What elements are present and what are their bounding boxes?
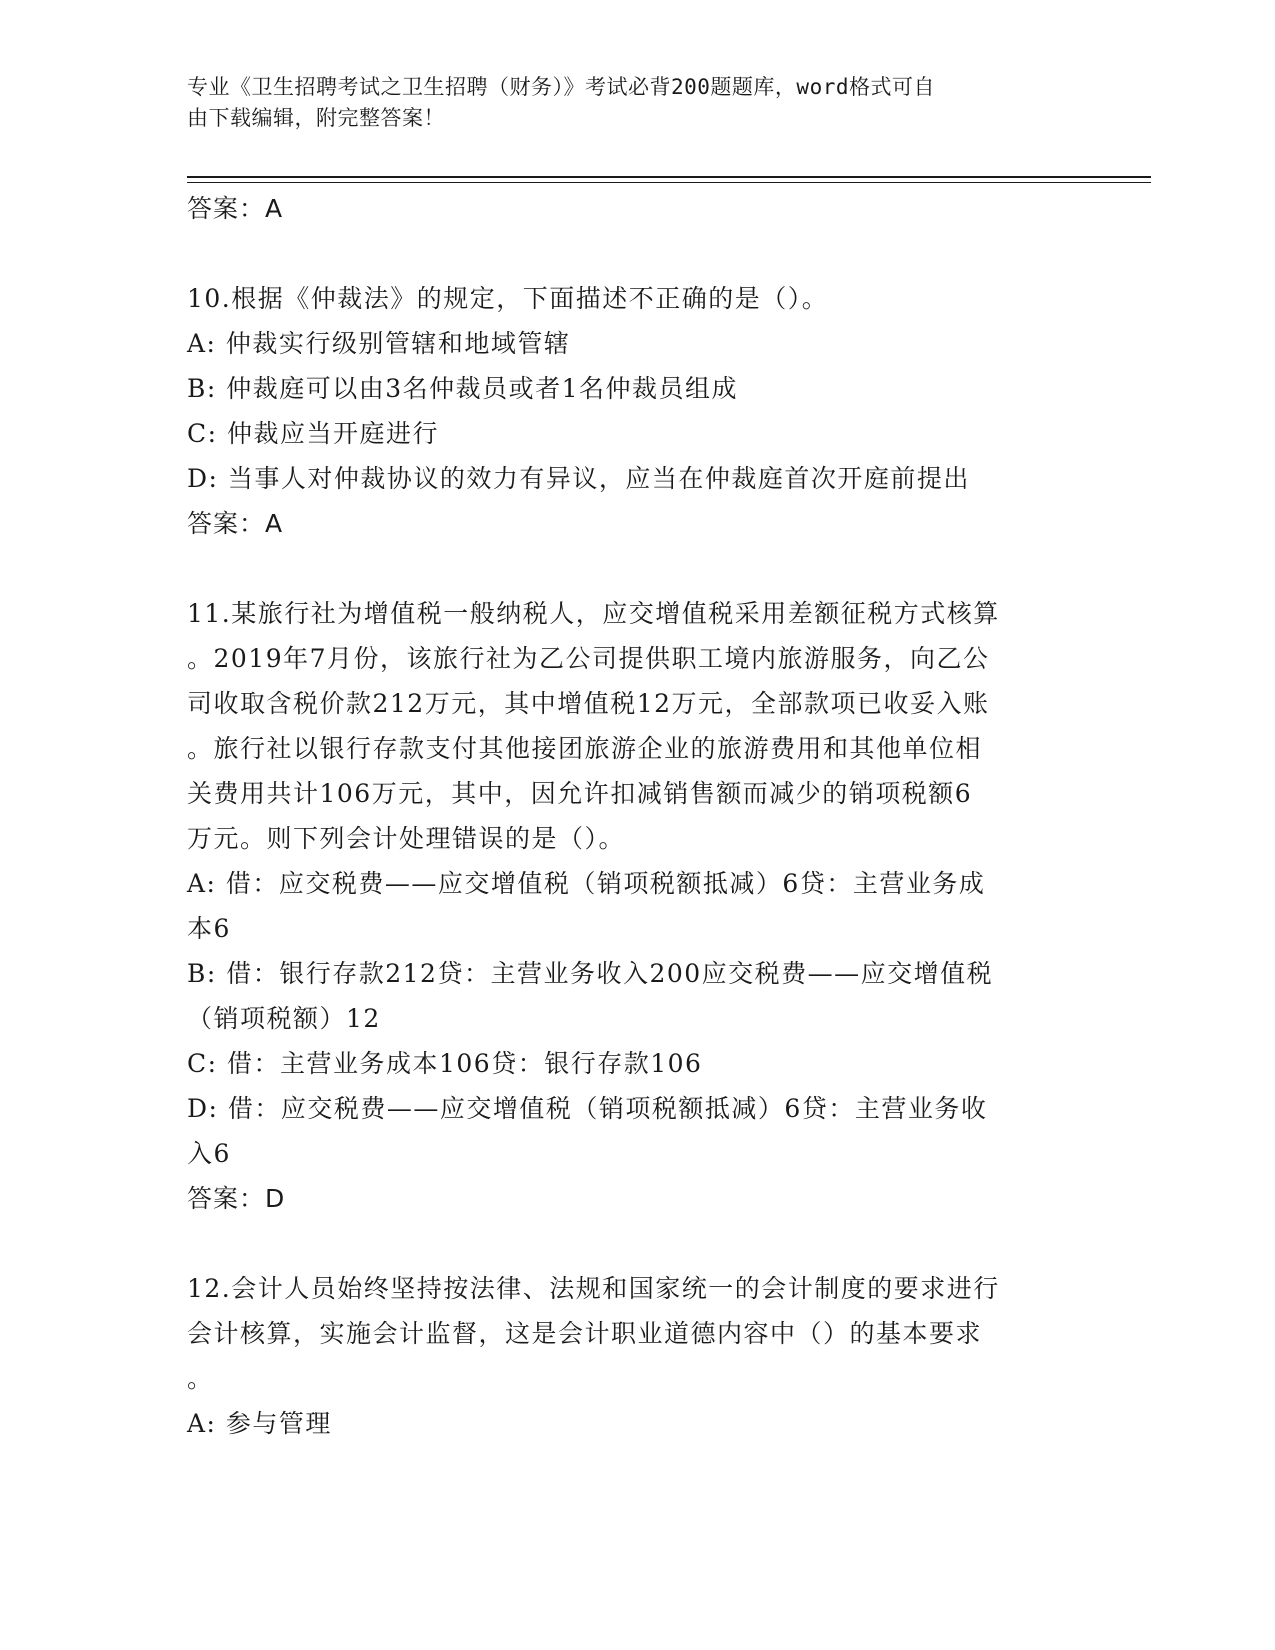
option-b-line: B: 借：银行存款212贷：主营业务收入200应交税费——应交增值税	[187, 959, 994, 988]
option-a-line: 本6	[187, 914, 231, 943]
header-line-1: 专业《卫生招聘考试之卫生招聘（财务）》考试必背200题题库，word格式可自	[187, 75, 935, 99]
question-stem-line: 。2019年7月份，该旅行社为乙公司提供职工境内旅游服务，向乙公	[187, 644, 990, 673]
option-c: C: 借：主营业务成本106贷：银行存款106	[187, 1049, 703, 1078]
question-10	[187, 276, 1067, 546]
spacer	[187, 231, 1067, 276]
option-b-line: （销项税额）12	[187, 1004, 381, 1033]
option-a: A: 仲裁实行级别管辖和地域管辖	[187, 329, 571, 358]
question-stem-line: 11.某旅行社为增值税一般纳税人，应交增值税采用差额征税方式核算	[187, 599, 1000, 628]
question-stem-line: 关费用共计106万元，其中，因允许扣减销售额而减少的销项税额6	[187, 779, 973, 808]
question-stem-line: 会计核算，实施会计监督，这是会计职业道德内容中（）的基本要求	[187, 1319, 983, 1348]
option-c: C: 仲裁应当开庭进行	[187, 419, 439, 448]
question-stem-line: 司收取含税价款212万元，其中增值税12万元，全部款项已收妥入账	[187, 689, 990, 718]
question-12	[187, 1266, 1067, 1446]
option-b: B: 仲裁庭可以由3名仲裁员或者1名仲裁员组成	[187, 374, 739, 403]
header-line-2: 由下载编辑，附完整答案！	[187, 106, 445, 130]
option-a: A: 参与管理	[187, 1409, 332, 1438]
header-rule-thick	[187, 176, 1151, 178]
question-11	[187, 591, 1067, 1221]
spacer	[187, 1221, 1067, 1266]
option-a-line: A: 借：应交税费——应交增值税（销项税额抵减）6贷：主营业务成	[187, 869, 986, 898]
answer-label: 答案：D	[187, 1184, 286, 1213]
option-d: D: 当事人对仲裁协议的效力有异议，应当在仲裁庭首次开庭前提出	[187, 464, 970, 493]
question-stem-line: 。旅行社以银行存款支付其他接团旅游企业的旅游费用和其他单位相	[187, 734, 983, 763]
answer-label: 答案：A	[187, 194, 284, 223]
spacer	[187, 546, 1067, 591]
question-stem-line: 万元。则下列会计处理错误的是（）。	[187, 824, 626, 853]
page-header	[187, 72, 1067, 134]
question-stem-line: 。	[187, 1364, 214, 1393]
header-rule-thin	[187, 182, 1151, 183]
option-d-line: 入6	[187, 1139, 231, 1168]
question-stem: 10.根据《仲裁法》的规定，下面描述不正确的是（）。	[187, 284, 829, 313]
answer-label: 答案：A	[187, 509, 284, 538]
question-stem-line: 12.会计人员始终坚持按法律、法规和国家统一的会计制度的要求进行	[187, 1274, 1000, 1303]
option-d-line: D: 借：应交税费——应交增值税（销项税额抵减）6贷：主营业务收	[187, 1094, 988, 1123]
question-content	[187, 186, 1067, 1446]
